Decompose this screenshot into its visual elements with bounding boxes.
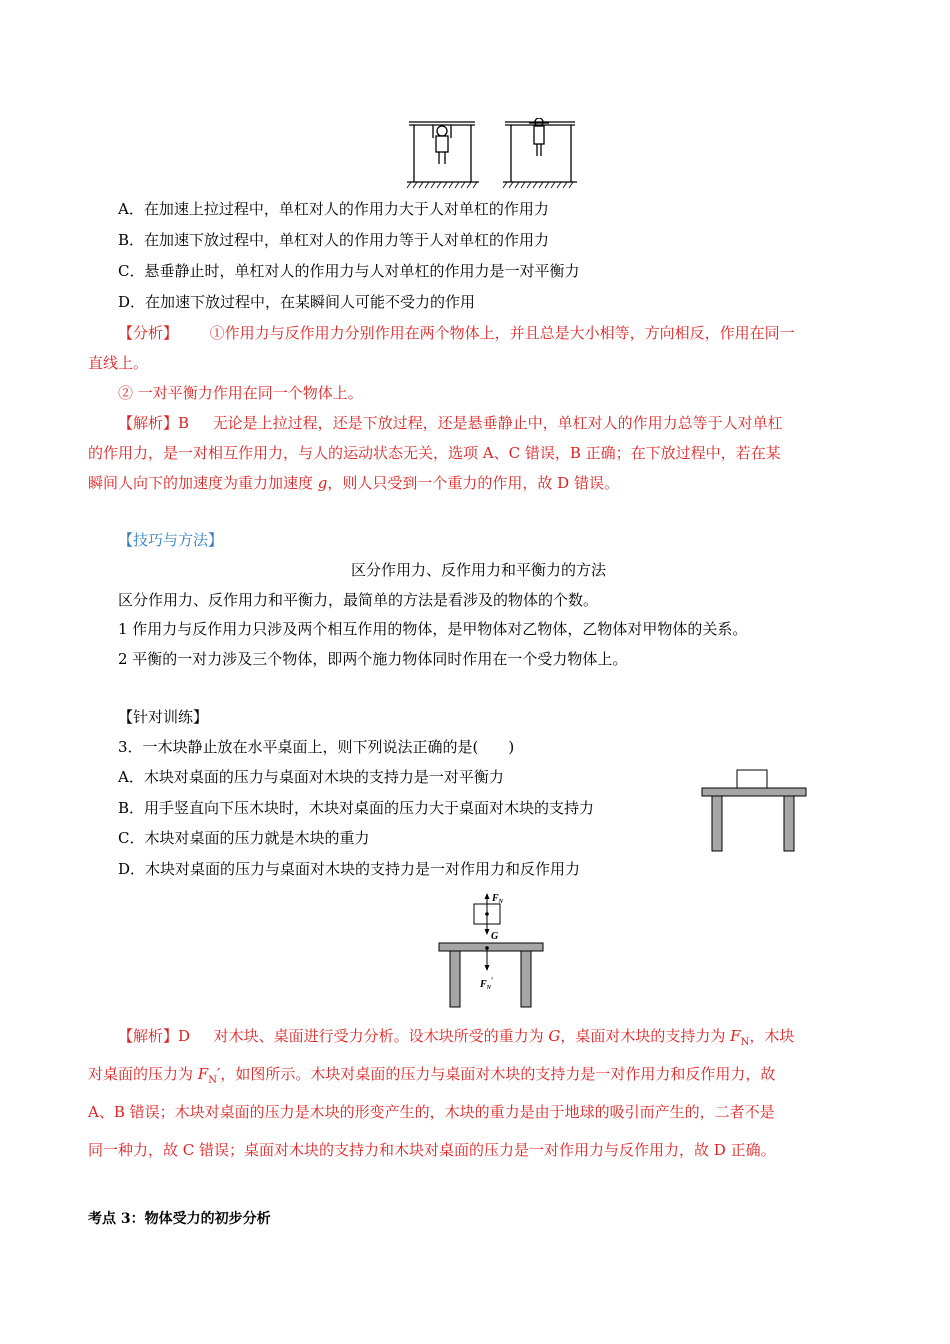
training-header: 【针对训练】 (118, 708, 209, 726)
q3-solution-line1: 【解析】D 对木块、桌面进行受力分析。设木块所受的重力为 G，桌面对木块的支持力为 $F_N$，木块 (118, 1027, 795, 1048)
tips-header: 【技巧与方法】 (118, 531, 224, 549)
tips-p2: 1 作用力与反作用力只涉及两个相互作用的物体，是甲物体对乙物体，乙物体对甲物体的关系。 (118, 620, 748, 638)
q2-analysis-line2: 直线上。 (88, 354, 149, 372)
q3-option-c: C．木块对桌面的压力就是木块的重力 (118, 829, 370, 847)
label-g: G (491, 931, 499, 942)
q2-option-d: D．在加速下放过程中，在某瞬间人可能不受力的作用 (118, 293, 476, 311)
force-diagram (437, 890, 552, 1010)
q2-option-b: B．在加速下放过程中，单杠对人的作用力等于人对单杠的作用力 (118, 231, 550, 249)
q2-option-a: A．在加速上拉过程中，单杠对人的作用力大于人对单杠的作用力 (118, 200, 549, 218)
label-fn: $F_N$ (492, 893, 504, 905)
q3-solution-line2: 对桌面的压力为 $F_N'$，如图所示。木块对桌面的压力与桌面对木块的支持力是一对作用力和反作用力，故 (88, 1065, 776, 1086)
q3-solution-line4: 同一种力，故 C 错误；桌面对木块的支持力和木块对桌面的压力是一对作用力与反作用力，故 D 正确。 (88, 1141, 776, 1159)
table-block-figure (700, 768, 810, 854)
q2-solution-line1: 【解析】B 无论是上拉过程，还是下放过程，还是悬垂静止中，单杠对人的作用力总等于人对单杠 (118, 414, 783, 432)
q3-option-d: D．木块对桌面的压力与桌面对木块的支持力是一对作用力和反作用力 (118, 860, 581, 878)
tips-p3: 2 平衡的一对力涉及三个物体，即两个施力物体同时作用在一个受力物体上。 (118, 650, 628, 668)
q2-solution-line2: 的作用力，是一对相互作用力，与人的运动状态无关，选项 A、C 错误，B 正确；在下放过程中，若在某 (88, 444, 781, 462)
q3-solution-line3: A、B 错误；木块对桌面的压力是木块的形变产生的，木块的重力是由于地球的吸引而产生的，二者不是 (88, 1103, 775, 1121)
q3-option-b: B．用手竖直向下压木块时，木块对桌面的压力大于桌面对木块的支持力 (118, 799, 595, 817)
q3-option-a: A．木块对桌面的压力与桌面对木块的支持力是一对平衡力 (118, 768, 504, 786)
q2-solution-line3: 瞬间人向下的加速度为重力加速度 g，则人只受到一个重力的作用，故 D 错误。 (88, 474, 619, 492)
q3-question: 3．一木块静止放在水平桌面上，则下列说法正确的是( ) (118, 738, 515, 756)
tips-p1: 区分作用力、反作用力和平衡力，最简单的方法是看涉及的物体的个数。 (118, 591, 599, 609)
section-title: 考点 3：物体受力的初步分析 (88, 1211, 271, 1227)
pull-up-figure (405, 118, 585, 190)
label-fn-prime: $F_N'$ (480, 976, 494, 991)
q2-option-c: C．悬垂静止时，单杠对人的作用力与人对单杠的作用力是一对平衡力 (118, 262, 580, 280)
tips-title: 区分作用力、反作用力和平衡力的方法 (351, 561, 607, 579)
solution-label: 【解析】B (118, 414, 190, 432)
analysis-label: 【分析】 (118, 324, 179, 342)
q2-analysis-line3: ② 一对平衡力作用在同一个物体上。 (118, 384, 363, 402)
q2-analysis-line1: 【分析】 ①作用力与反作用力分别作用在两个物体上，并且总是大小相等，方向相反，作用在同一 (118, 324, 795, 342)
